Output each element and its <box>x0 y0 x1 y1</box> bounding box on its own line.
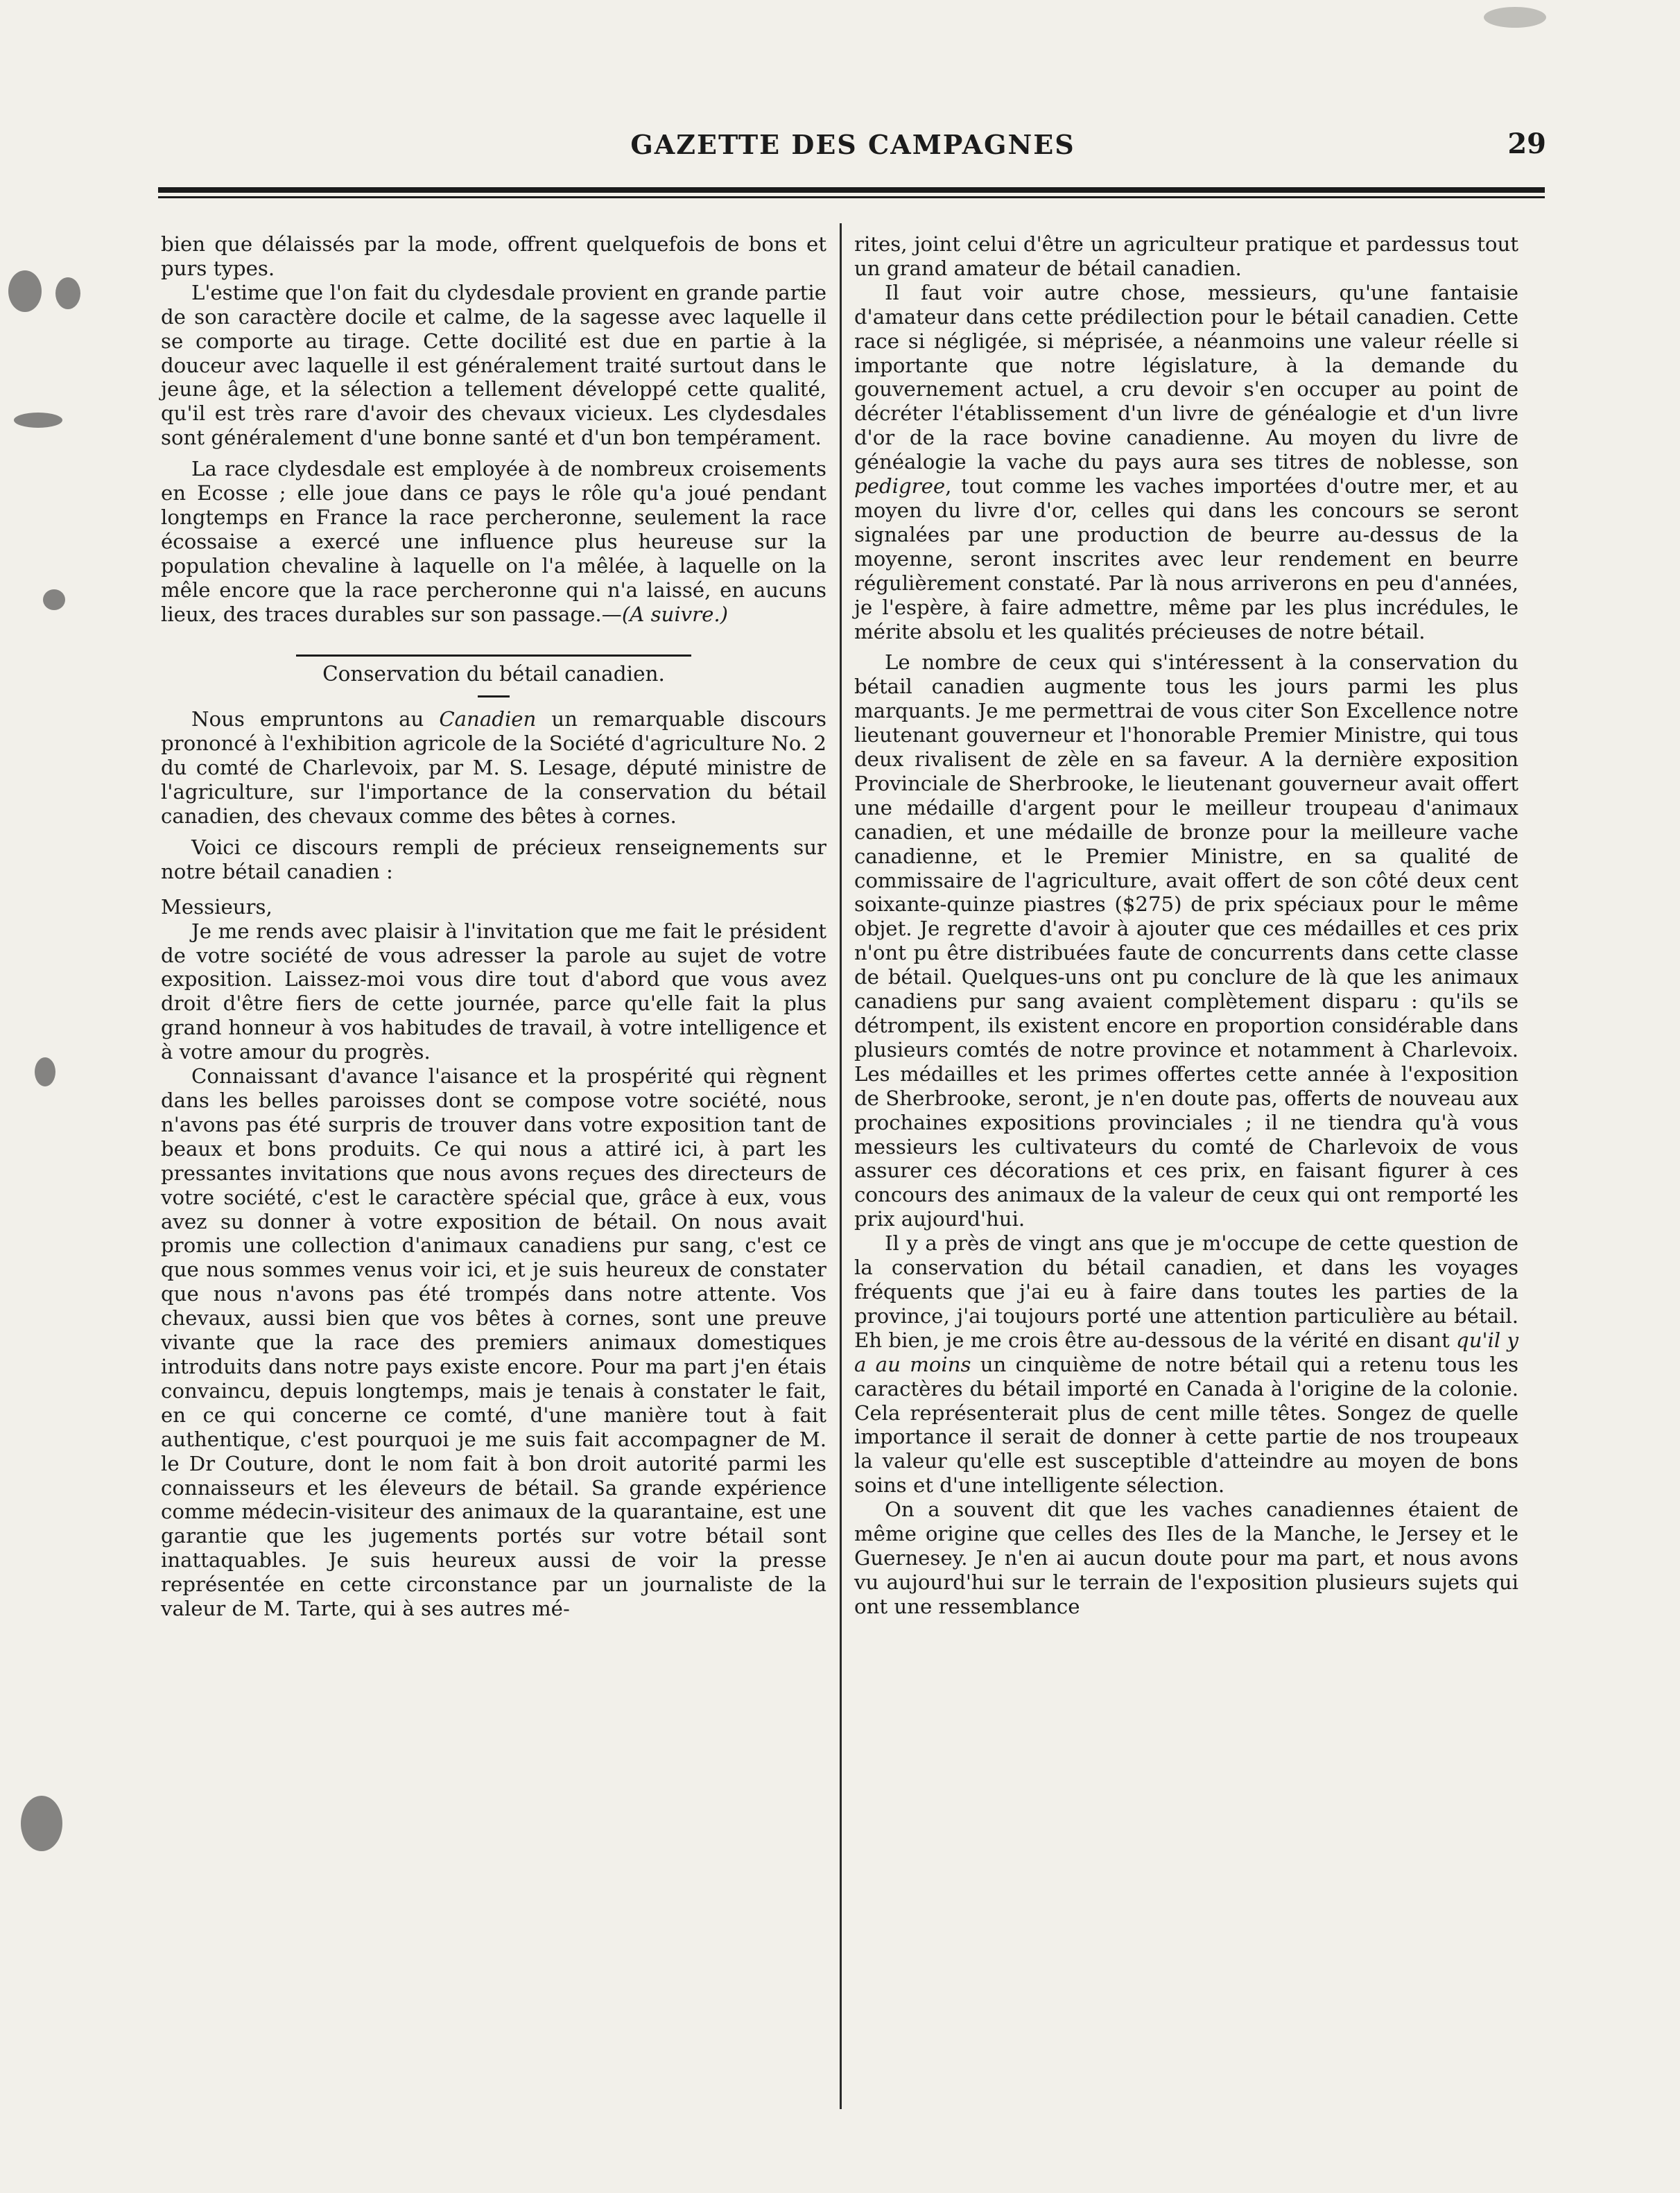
paragraph <box>161 457 826 626</box>
paragraph <box>161 707 826 829</box>
paragraph: Je me rends avec plaisir à l'invitation que me fait le président de votre société de vous adresser la parole au sujet de votre exposition. Laissez-moi vous dire tout d'abord que vous avez droit d'être fiers de cette journée, parce qu'elle fait la plus grand honneur à vos habitudes de travail, à votre intelligence et à votre amour du progrès. <box>161 919 826 1064</box>
emphasis-phrase: qu'il y a au moins <box>854 1328 1518 1376</box>
paragraph: bien que délaissés par la mode, offrent quelquefois de bons et purs types. <box>161 232 826 280</box>
scan-artifact <box>1484 7 1546 28</box>
masthead <box>159 129 1546 171</box>
right-column <box>854 232 1518 1619</box>
paragraph: L'estime que l'on fait du clydesdale provient en grande partie de son caractère docile et calme, de la sagesse avec laquelle il se comporte au tirage. Cette docilité est due en partie à la douceur avec laquelle il est généralement traité surtout dans le jeune âge, et la sélection a tellement développé cette qualité, qu'il est très rare d'avoir des chevaux vicieux. Les clydesdales sont généralement d'une bonne santé et d'un bon tempérament. <box>161 280 826 450</box>
paragraph: Connaissant d'avance l'aisance et la prospérité qui règnent dans les belles paroisses dont se compose votre société, nous n'avons pas été surpris de trouver dans votre exposition tant de beaux et bons produits. Ce qui nous a attiré ici, à part les pressantes invitations que nous avons reçues des directeurs de votre société, c'est le caractère spécial que, grâce à eux, vous avez su donner à votre exposition de bétail. On nous avait promis une collection d'animaux canadiens pur sang, c'est ce que nous sommes venus voir ici, et je suis heureux de constater que nous n'avons pas été trompés dans notre attente. Vos chevaux, aussi bien que vos bêtes à cornes, sont une preuve vivante que la race des premiers animaux domestiques introduits dans notre pays existe encore. Pour ma part j'en étais convaincu, depuis longtemps, mais je tenais à constater le fait, en ce qui concerne ce comté, d'une manière tout à fait authentique, c'est pourquoi je me suis fait accompagner de M. le Dr Couture, dont le nom fait à bon droit autorité parmi les connaisseurs et les éleveurs de bétail. Sa grande expérience comme médecin-visiteur des animaux de la quarantaine, est une garantie que les jugements portés sur votre bétail sont inattaquables. Je suis heureux aussi de voir la presse représentée en cette circonstance par un journaliste de la valeur de M. Tarte, qui à ses autres mé- <box>161 1064 826 1621</box>
salutation: Messieurs, <box>161 894 272 919</box>
section-divider <box>296 655 691 657</box>
paragraph-text: Il faut voir autre chose, messieurs, qu'une fantaisie d'amateur dans cette prédilection pour le bétail canadien. Cette race si négligée, si méprisée, a néanmoins une valeur réelle si importante que notre législature, à la demande du gouvernement actuel, a cru devoir s'en occuper au point de décréter l'établissement d'un livre de généalogie et d'un livre d'or de la race bovine canadienne. Au moyen du livre de généalogie la vache du pays aura ses titres de noblesse, son <box>854 280 1518 474</box>
paragraph <box>854 281 1518 644</box>
paragraph-text: Il y a près de vingt ans que je m'occupe de cette question de la conservation du bétail canadien, et dans les voyages fréquents que j'ai eu à faire dans toutes les parties de la province, j'ai toujours porté une attention particulière au bétail. Eh bien, je me crois être au-dessous de la vérité en disant <box>854 1231 1518 1352</box>
paragraph: Le nombre de ceux qui s'intéressent à la conservation du bétail canadien augmente tous les jours parmi les plus marquants. Je me permettrai de vous citer Son Excellence notre lieutenant gouverneur et l'honorable Premier Ministre, qui tous deux rivalisent de zèle en sa faveur. A la dernière exposition Provinciale de Sherbrooke, le lieutenant gouverneur avait offert une médaille d'argent pour le meilleur troupeau d'animaux canadien, et une médaille de bronze pour la meilleure vache canadienne, et le Premier Ministre, en sa qualité de commissaire de l'agriculture, avait offert de son côté deux cent soixante-quinze piastres ($275) de prix spéciaux pour le même objet. Je regrette d'avoir à ajouter que ces médailles et ces prix n'ont pu être distribuées faute de concurrents dans cette classe de bétail. Quelques-uns ont pu conclure de là que les animaux canadiens pur sang avaient complètement disparu : qu'ils se détrompent, ils existent encore en proportion considérable dans plusieurs comtés de notre province et notamment à Charlevoix. Les médailles et les primes offertes cette année à l'exposition de Sherbrooke, seront, je n'en doute pas, offerts de nouveau aux prochaines expositions provinciales ; il ne tiendra qu'à vous messieurs les cultivateurs du comté de Charlevoix de vous assurer ces décorations et ces prix, en faisant figurer à ces concours des animaux de la valeur de ceux qui ont remporté les prix aujourd'hui. <box>854 650 1518 1231</box>
paragraph-text: un remarquable discours prononcé à l'exhibition agricole de la Société d'agriculture No. 2 du comté de Charlevoix, par M. S. Lesage, député ministre de l'agriculture, sur l'importance de la conservation du bétail canadien, des chevaux comme des bêtes à cornes. <box>161 707 826 829</box>
paragraph: On a souvent dit que les vaches canadiennes étaient de même origine que celles des Iles de la Manche, le Jersey et le Guernesey. Je n'en ai aucun doute pour ma part, et nous avons vu aujourd'hui sur le terrain de l'exposition plusieurs sujets qui ont une ressemblance <box>854 1498 1518 1618</box>
paragraph-text: un cinquième de notre bétail qui a retenu tous les caractères du bétail importé en Canada à l'origine de la colonie. Cela représenterait plus de cent mille têtes. Songez de quelle importance il serait de donner à cette partie de nos troupeaux la valeur qu'elle est susceptible d'atteindre au moyen de bons soins et d'une intelligente sélection. <box>854 1352 1518 1498</box>
scan-artifact <box>55 277 80 309</box>
paragraph: Voici ce discours rempli de précieux renseignements sur notre bétail canadien : <box>161 835 826 883</box>
paragraph: rites, joint celui d'être un agriculteur pratique et pardessus tout un grand amateur de bétail canadien. <box>854 232 1518 280</box>
newspaper-title: GAZETTE DES CAMPAGNES <box>630 129 1075 160</box>
paragraph-text: , tout comme les vaches importées d'outre mer, et au moyen du livre d'or, celles qui dans les concours se seront signalées par une production de beurre au-dessus de la moyenne, seront inscrites avec leur rendement en beurre régulièrement constaté. Par là nous arriverons en peu d'années, je l'espère, à faire admettre, même par les plus incrédules, le mérite absolu et les qualités précieuses de notre bétail. <box>854 474 1518 643</box>
header-rule-thin <box>158 196 1545 198</box>
page-number: 29 <box>1507 128 1546 160</box>
header-rule-thick <box>158 187 1545 193</box>
newspaper-name: Canadien <box>439 707 537 731</box>
section-heading: Conservation du bétail canadien. <box>322 661 665 686</box>
left-column <box>161 232 826 1621</box>
scan-artifact <box>35 1057 55 1086</box>
column-divider <box>840 223 842 2109</box>
emphasis-word: pedigree <box>854 474 946 499</box>
paragraph <box>854 1231 1518 1498</box>
continued-note: (A suivre.) <box>621 602 729 626</box>
scan-artifact <box>43 589 65 610</box>
paragraph-text: La race clydesdale est employée à de nombreux croisements en Ecosse ; elle joue dans ce pays le rôle qu'a joué pendant longtemps en France la race percheronne, seulement la race écossaise a exercé une influence plus heureuse sur la population chevaline à laquelle on l'a mêlée, à laquelle on la mêle encore que la race percheronne qui n'a laissé, en aucuns lieux, des traces durables sur son passage.— <box>161 457 826 626</box>
scan-artifact <box>8 270 42 312</box>
scan-artifact <box>14 413 62 428</box>
scan-artifact <box>21 1796 62 1851</box>
paragraph-text: Nous empruntons au <box>191 707 440 731</box>
heading-rule <box>478 695 510 697</box>
